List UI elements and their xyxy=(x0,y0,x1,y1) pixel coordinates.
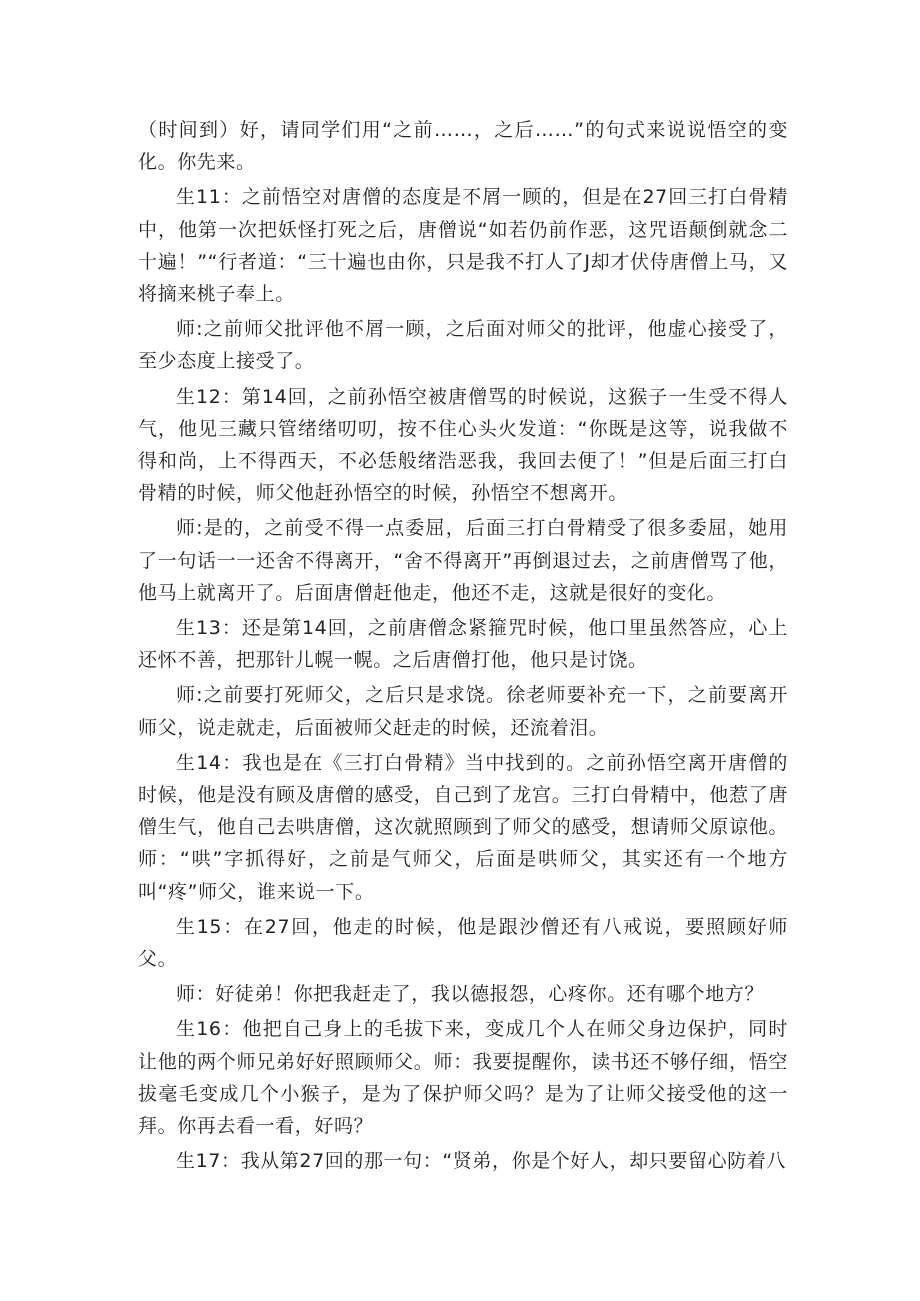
paragraph-7: 师:之前要打死师父，之后只是求饶。徐老师要补充一下，之前要离开师父，说走就走，后面被师父赶走的时候，还流着泪。 xyxy=(138,684,788,739)
paragraph-10: 师：好徒弟！你把我赶走了，我以德报怨，心疼你。还有哪个地方？ xyxy=(176,983,765,1006)
paragraph-1: （时间到）好，请同学们用“之前……，之后……”的句式来说说悟空的变化。你先来。 xyxy=(138,119,788,174)
paragraph-4: 生12：第14回，之前孙悟空被唐僧骂的时候说，这猴子一生受不得人气，他见三藏只管绪绪叨叨，按不住心头火发道：“你既是这等，说我做不得和尚，上不得西天，不必恁般绪浩恶我，我回去便了！”但是后面三打白骨精的时候，师父他赶孙悟空的时候，孙悟空不想离开。 xyxy=(138,385,788,505)
paragraph-3: 师:之前师父批评他不屑一顾，之后面对师父的批评，他虚心接受了，至少态度上接受了。 xyxy=(138,318,788,373)
paragraph-12: 生17：我从第27回的那一句：“贤弟，你是个好人，却只要留心防着八 xyxy=(176,1150,786,1173)
paragraph-2: 生11：之前悟空对唐僧的态度是不屑一顾的，但是在27回三打白骨精中，他第一次把妖怪打死之后，唐僧说“如若仍前作恶，这咒语颠倒就念二十遍！”“行者道：“三十遍也由你，只是我不打人了J却才伏侍唐僧上马，又将摘来桃子奉上。 xyxy=(138,186,788,306)
paragraph-9: 生15：在27回，他走的时候，他是跟沙僧还有八戒说，要照顾好师父。 xyxy=(138,915,788,971)
paragraph-5: 师:是的，之前受不得一点委屈，后面三打白骨精受了很多委屈，她用了一句话一一还舍不得离开，“舍不得离开”再倒退过去，之前唐僧骂了他，他马上就离开了。后面唐僧赶他走，他还不走，这就是很好的变化。 xyxy=(138,517,788,604)
paragraph-11: 生16：他把自己身上的毛拔下来，变成几个人在师父身边保护，同时让他的两个师兄弟好好照顾师父。师：我要提醒你，读书还不够仔细，悟空拔毫毛变成几个小猴子，是为了保护师父吗？是为了让师父接受他的这一拜。你再去看一看，好吗？ xyxy=(138,1018,788,1138)
document-body xyxy=(138,114,788,1181)
paragraph-8: 生14：我也是在《三打白骨精》当中找到的。之前孙悟空离开唐僧的时候，他是没有顾及唐僧的感受，自己到了龙宫。三打白骨精中，他惹了唐僧生气，他自己去哄唐僧，这次就照顾到了师父的感受，想请师父原谅他。师：“哄”字抓得好，之前是气师父，后面是哄师父，其实还有一个地方叫“疼”师父，谁来说一下。 xyxy=(138,751,788,903)
paragraph-6: 生13：还是第14回，之前唐僧念紧箍咒时候，他口里虽然答应，心上还怀不善，把那针儿幌一幌。之后唐僧打他，他只是讨饶。 xyxy=(138,617,788,672)
